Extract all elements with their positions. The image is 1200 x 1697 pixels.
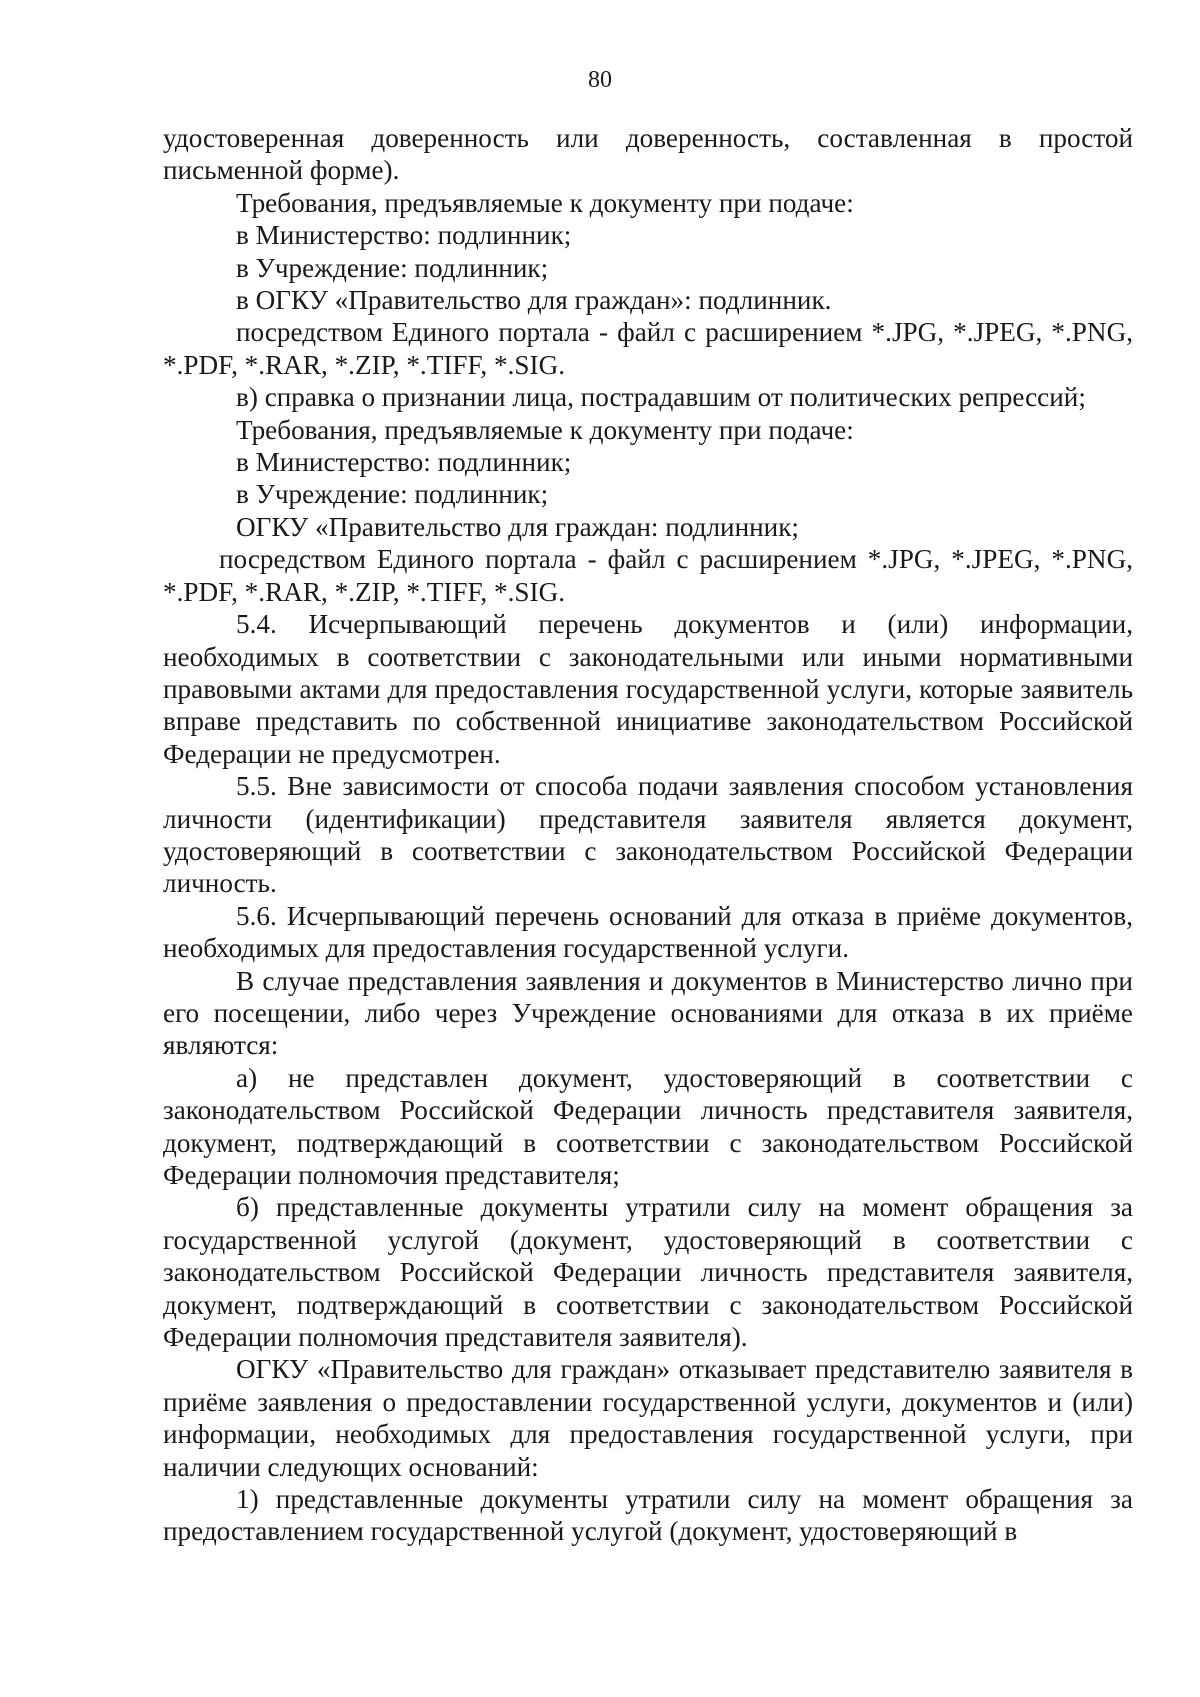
paragraph: в Учреждение: подлинник; [236, 252, 549, 283]
page-number: 80 [588, 67, 612, 93]
paragraph: 5.5. Вне зависимости от способа подачи заявления способом установления личности (идентификации) представителя заявителя является документ, удостоверяющий в соответствии с законодательством Российской Федерации личность. [163, 771, 1133, 899]
paragraph: Требования, предъявляемые к документу при подаче: [236, 414, 854, 445]
paragraph: 5.6. Исчерпывающий перечень оснований для отказа в приёме документов, необходимых для предоставления государственной услуги. [163, 900, 1133, 964]
paragraph: в ОГКУ «Правительство для граждан»: подлинник. [236, 285, 832, 316]
paragraph: в Министерство: подлинник; [236, 220, 572, 251]
paragraph: 5.4. Исчерпывающий перечень документов и (или) информации, необходимых в соответствии с законодательными или иными нормативными правовыми актами для предоставления государственной услуги, которые заявитель вправе представить по собственной инициативе законодательством Российской Федерации не предусмотрен. [163, 609, 1133, 769]
paragraph: в Министерство: подлинник; [236, 447, 572, 478]
paragraph: в) справка о признании лица, пострадавшим от политических репрессий; [236, 382, 1086, 413]
paragraph: б) представленные документы утратили силу на момент обращения за государственной услугой (документ, удостоверяющий в соответствии с законодательством Российской Федерации личность представителя заявителя, документ, подтверждающий в соответствии с законодательством Российской Федерации полномочия представителя заявителя). [163, 1192, 1133, 1353]
document-body [163, 122, 1133, 1548]
paragraph: в Учреждение: подлинник; [236, 479, 549, 510]
paragraph: а) не представлен документ, удостоверяющий в соответствии с законодательством Российской Федерации личность представителя заявителя, документ, подтверждающий в соответствии с законодательством Российской Федерации полномочия представителя; [163, 1062, 1133, 1190]
paragraph: удостоверенная доверенность или доверенность, составленная в простой письменной форме). [163, 123, 1133, 186]
paragraph: Требования, предъявляемые к документу при подаче: [236, 187, 854, 218]
paragraph: ОГКУ «Правительство для граждан: подлинник; [236, 511, 799, 542]
paragraph: 1) представленные документы утратили силу на момент обращения за предоставлением государственной услугой (документ, удостоверяющий в [163, 1484, 1133, 1547]
paragraph: посредством Единого портала - файл с расширением *.JPG, *.JPEG, *.PNG, *.PDF, *.RAR, *.ZIP, *.TIFF, *.SIG. [163, 317, 1133, 380]
paragraph: В случае представления заявления и документов в Министерство лично при его посещении, либо через Учреждение основаниями для отказа в их приёме являются: [163, 965, 1133, 1061]
paragraph: посредством Единого портала - файл с расширением *.JPG, *.JPEG, *.PNG, *.PDF, *.RAR, *.ZIP, *.TIFF, *.SIG. [163, 544, 1133, 607]
paragraph: ОГКУ «Правительство для граждан» отказывает представителю заявителя в приёме заявления о предоставлении государственной услуги, документов и (или) информации, необходимых для предоставления государственной услуги, при наличии следующих оснований: [163, 1354, 1133, 1482]
